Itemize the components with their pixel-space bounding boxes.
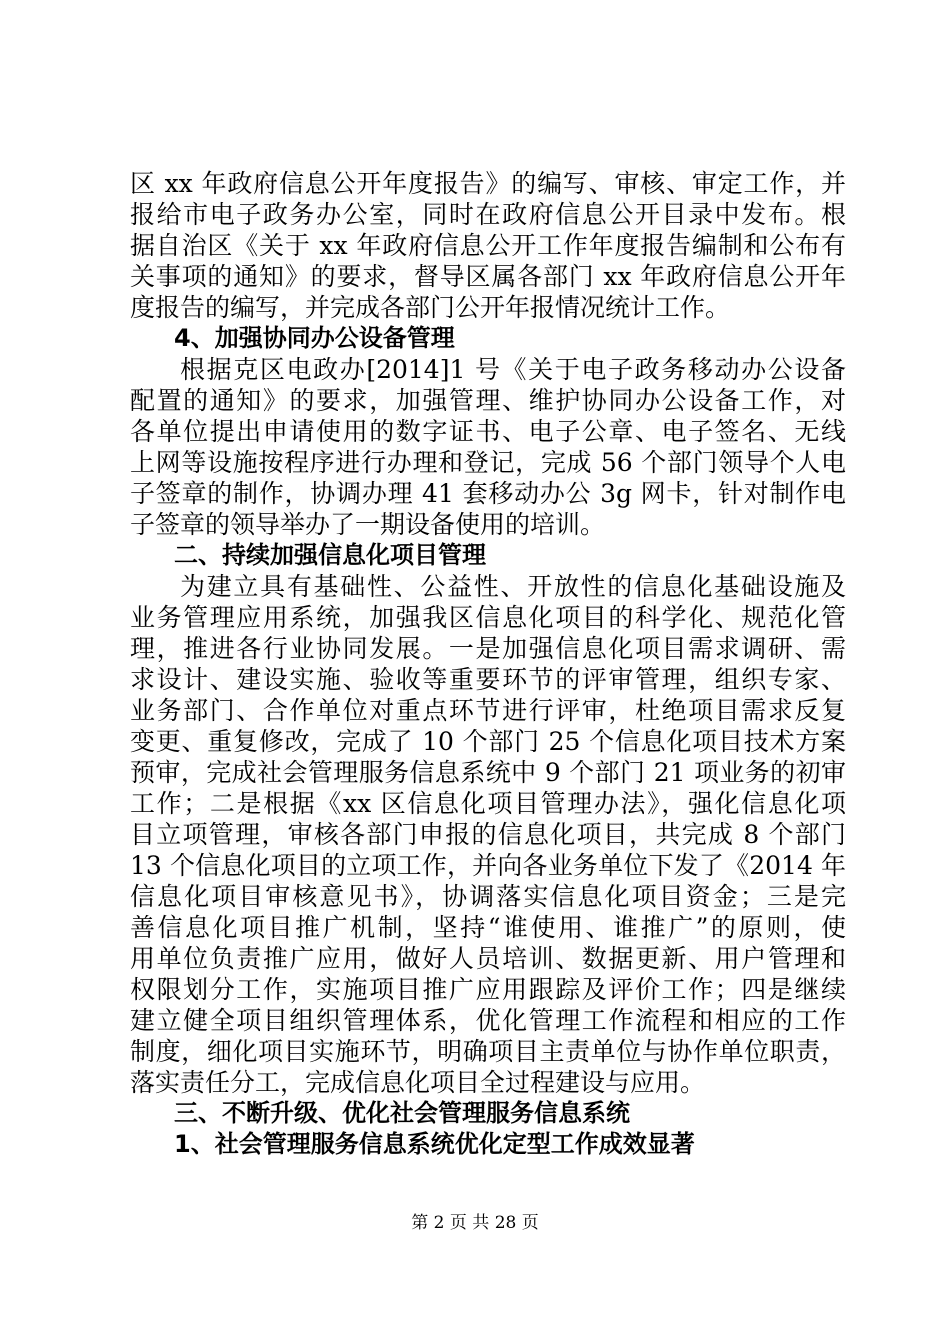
body-text-line: 配置的通知》的要求，加强管理、维护协同办公设备工作，对 <box>130 386 846 415</box>
body-text-line: 业务管理应用系统，加强我区信息化项目的科学化、规范化管 <box>130 603 846 632</box>
body-text-line: 权限划分工作，实施项目推广应用跟踪及评价工作；四是继续 <box>130 975 846 1004</box>
body-text-line: 关事项的通知》的要求，督导区属各部门 xx 年政府信息公开年 <box>130 262 846 291</box>
body-text-line: 预审，完成社会管理服务信息系统中 9 个部门 21 项业务的初审 <box>130 758 846 787</box>
paragraph-first-line: 为建立具有基础性、公益性、开放性的信息化基础设施及 <box>180 572 846 601</box>
page-footer: 第 2 页 共 28 页 <box>411 1213 539 1233</box>
paragraph-first-line: 根据克区电政办[2014]1 号《关于电子政务移动办公设备 <box>180 355 846 384</box>
body-text-line: 报给市电子政务办公室，同时在政府信息公开目录中发布。根 <box>130 200 846 229</box>
body-text-line: 子签章的制作，协调办理 41 套移动办公 3g 网卡，针对制作电 <box>130 479 846 508</box>
paragraph-last-line: 落实责任分工，完成信息化项目全过程建设与应用。 <box>130 1068 706 1097</box>
paragraph-last-line: 度报告的编写，并完成各部门公开年报情况统计工作。 <box>130 293 731 322</box>
body-text-line: 业务部门、合作单位对重点环节进行评审，杜绝项目需求反复 <box>130 696 846 725</box>
paragraph-last-line: 子签章的领导举办了一期设备使用的培训。 <box>130 510 606 539</box>
document-body <box>130 168 846 1160</box>
body-text-line: 信息化项目审核意见书》，协调落实信息化项目资金；三是完 <box>130 882 846 911</box>
section-heading: 三、不断升级、优化社会管理服务信息系统 <box>174 1099 630 1127</box>
section-heading: 1、社会管理服务信息系统优化定型工作成效显著 <box>174 1130 695 1158</box>
section-heading: 4、加强协同办公设备管理 <box>174 324 455 352</box>
body-text-line: 工作；二是根据《xx 区信息化项目管理办法》，强化信息化项 <box>130 789 846 818</box>
body-text-line: 据自治区《关于 xx 年政府信息公开工作年度报告编制和公布有 <box>130 231 846 260</box>
body-text-line: 理，推进各行业协同发展。一是加强信息化项目需求调研、需 <box>130 634 846 663</box>
body-text-line: 区 xx 年政府信息公开年度报告》的编写、审核、审定工作，并 <box>130 169 846 198</box>
body-text-line: 各单位提出申请使用的数字证书、电子公章、电子签名、无线 <box>130 417 846 446</box>
body-text-line: 用单位负责推广应用，做好人员培训、数据更新、用户管理和 <box>130 944 846 973</box>
body-text-line: 13 个信息化项目的立项工作，并向各业务单位下发了《2014 年 <box>130 851 846 880</box>
body-text-line: 上网等设施按程序进行办理和登记，完成 56 个部门领导个人电 <box>130 448 846 477</box>
body-text-line: 善信息化项目推广机制，坚持“谁使用、谁推广”的原则，使 <box>130 913 846 942</box>
body-text-line: 建立健全项目组织管理体系，优化管理工作流程和相应的工作 <box>130 1006 846 1035</box>
body-text-line: 制度，细化项目实施环节，明确项目主责单位与协作单位职责， <box>130 1037 846 1066</box>
section-heading: 二、持续加强信息化项目管理 <box>174 541 486 569</box>
body-text-line: 变更、重复修改，完成了 10 个部门 25 个信息化项目技术方案 <box>130 727 846 756</box>
body-text-line: 目立项管理，审核各部门申报的信息化项目，共完成 8 个部门 <box>130 820 846 849</box>
body-text-line: 求设计、建设实施、验收等重要环节的评审管理，组织专家、 <box>130 665 846 694</box>
